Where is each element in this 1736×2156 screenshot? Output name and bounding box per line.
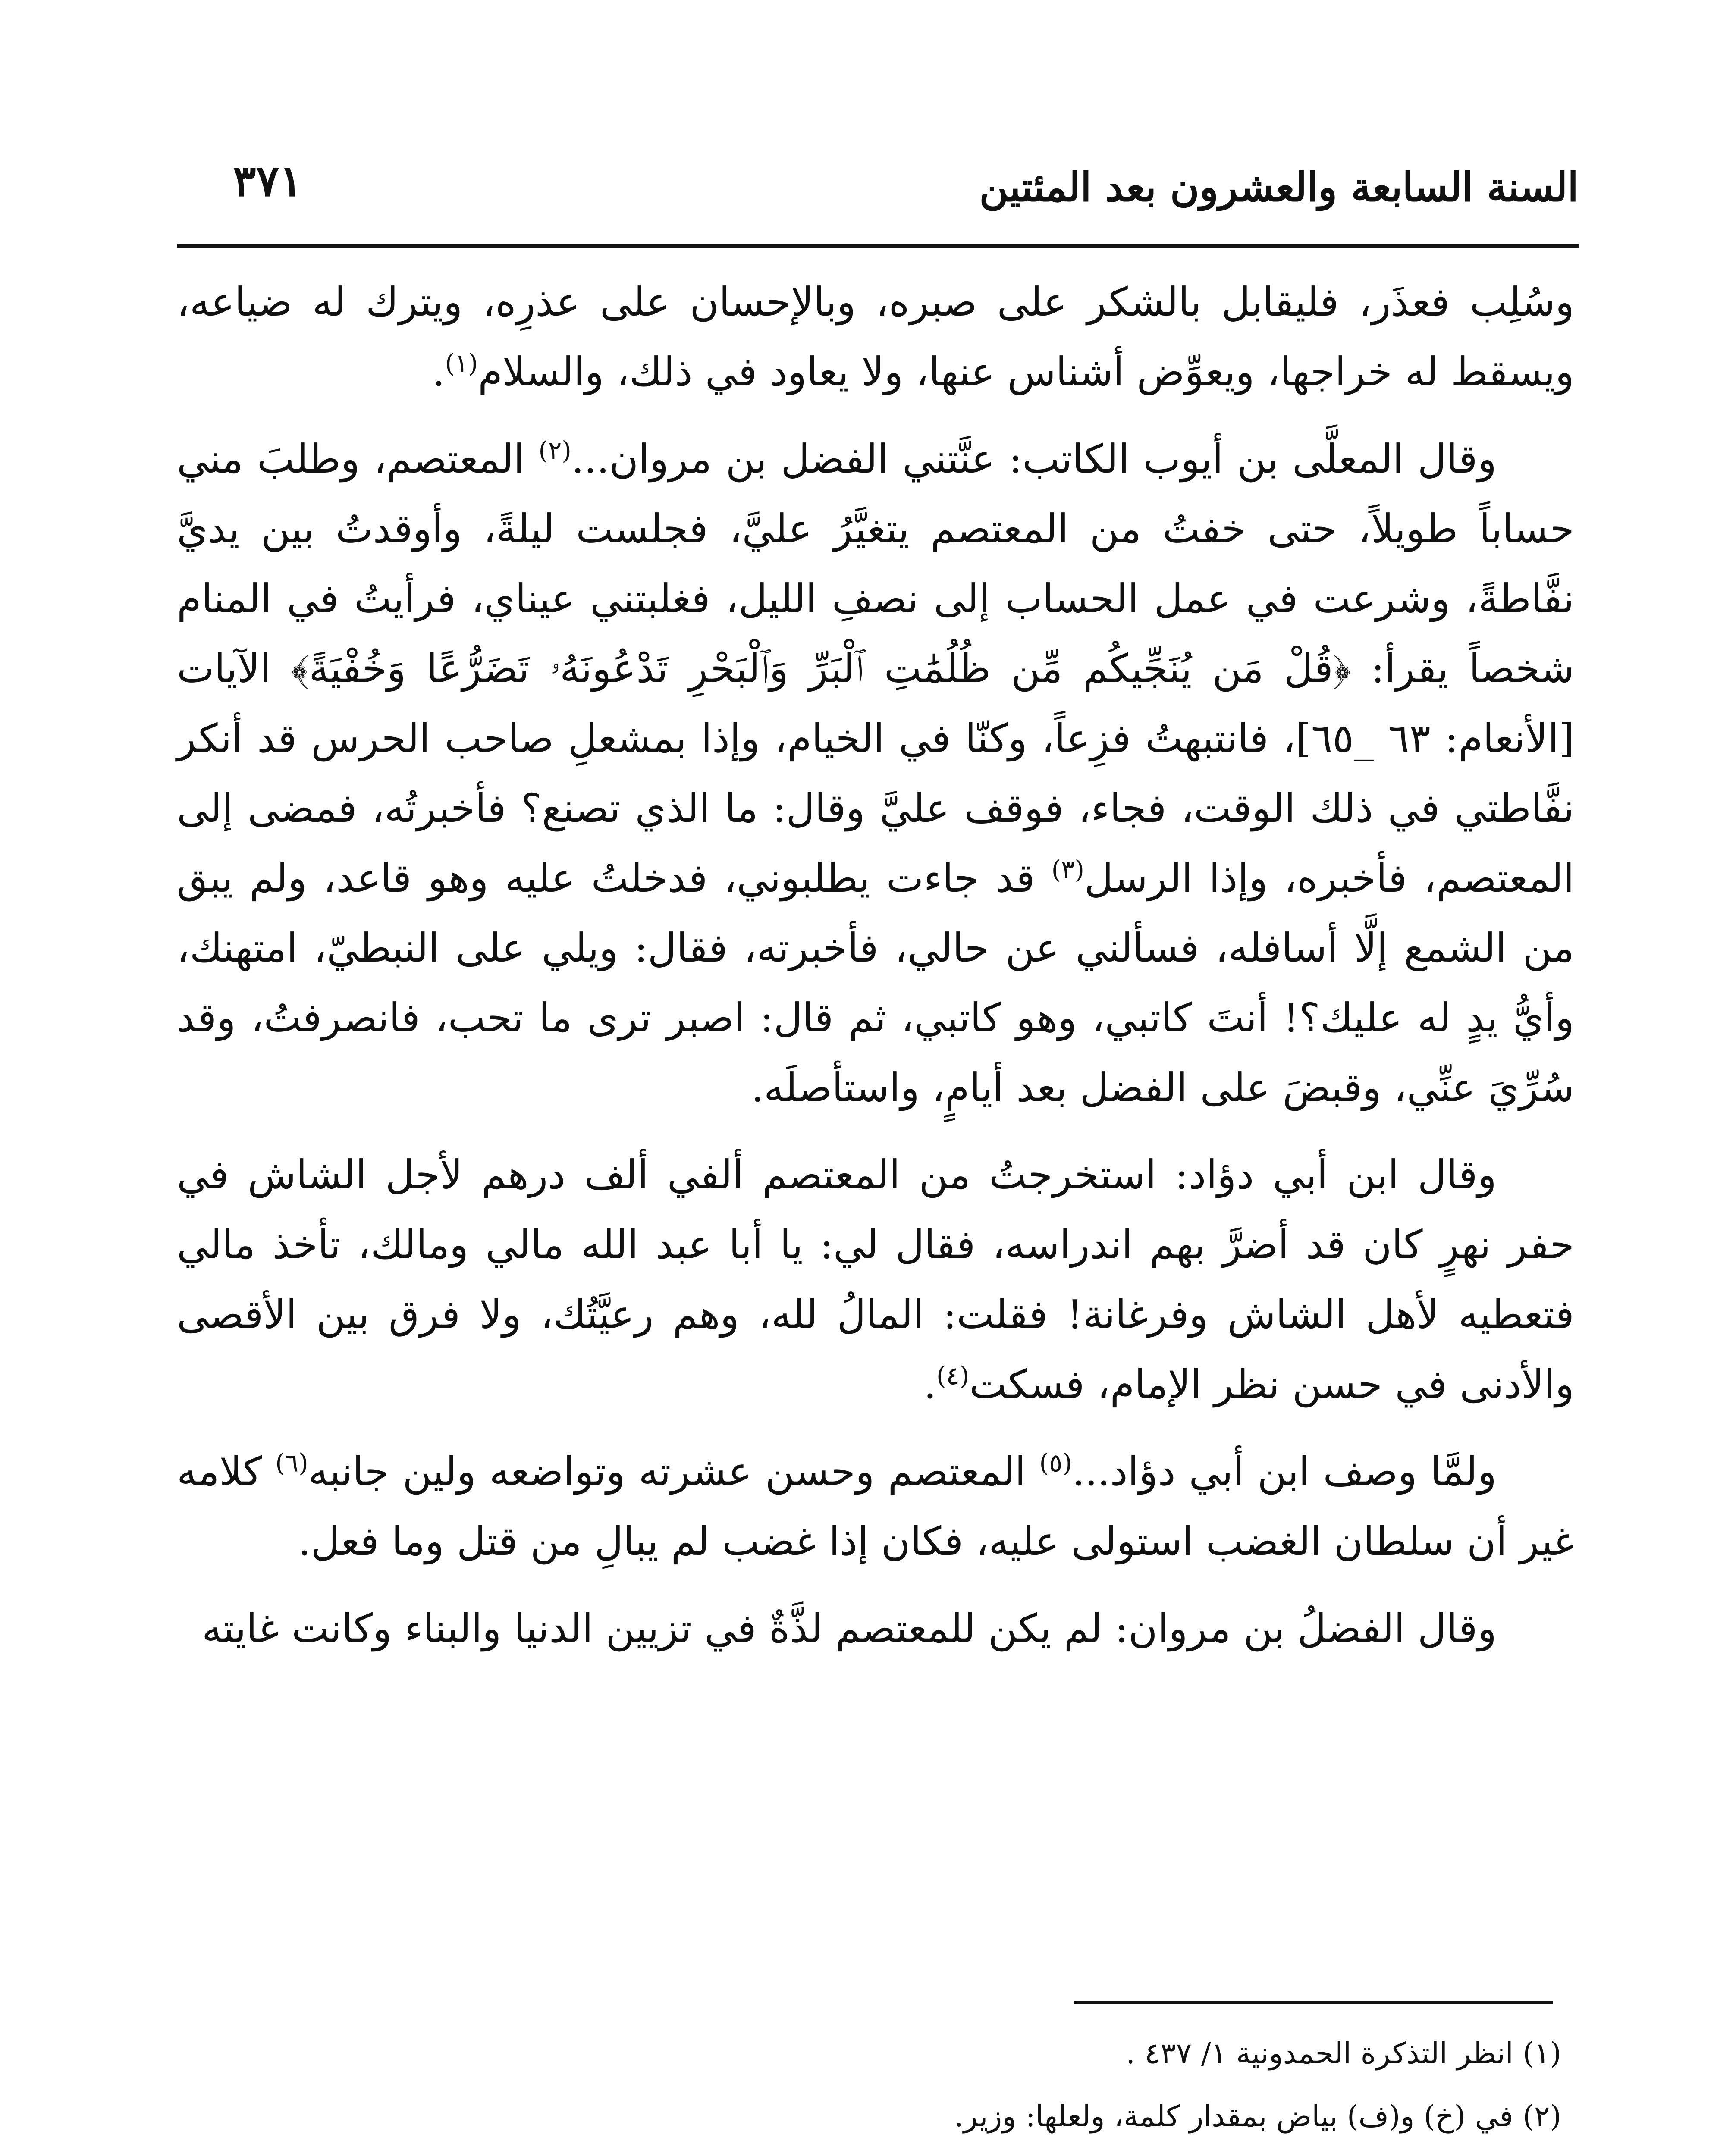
paragraph-text: .: [923, 1361, 936, 1407]
paragraph-text: وقال المعلَّى بن أيوب الكاتب: عنَّتني الفضل بن مروان...: [571, 436, 1497, 482]
paragraph-2: [177, 424, 1574, 1123]
main-text: [177, 267, 1574, 1681]
footnote-1: (١) انظر التذكرة الحمدونية ١/ ٤٣٧ .: [1126, 2037, 1561, 2071]
header-divider: [177, 244, 1579, 248]
paragraph-4: [177, 1437, 1574, 1576]
paragraph-text: المعتصم، وطلبَ مني حساباً طويلاً، حتى خفتُ من المعتصم يتغيَّرُ عليَّ، فجلست ليلةً، وأوقدتُ بين يديَّ نفَّاطةً، وشرعت في عمل الحساب إلى نصفِ الليل، فغلبتني عيناي، فرأيتُ في المنام شخصاً يقرأ:: [177, 436, 1574, 692]
footnote-reference: (٢): [538, 436, 571, 465]
paragraph-text: قد جاءت يطلبوني، فدخلتُ عليه وهو قاعد، ولم يبق من الشمع إلَّا أسافله، فسألني عن حالي، فأخبرته، فقال: ويلي على النبطيّ، امتهنك، وأيُّ يدٍ له عليك؟! أنتَ كاتبي، وهو كاتبي، ثم قال: اصبر ترى ما تحب، فانصرفتُ، وقد سُرِّيَ عنِّي، وقبضَ على الفضل بعد أيامٍ، واستأصلَه.: [177, 855, 1574, 1111]
running-header-title: السنة السابعة والعشرون بعد المئتين: [979, 164, 1579, 210]
paragraph-text: المعتصم وحسن عشرته وتواضعه ولين جانبه: [308, 1448, 1039, 1495]
paragraph-text: كلامه غير أن سلطان الغضب استولى عليه، فكان إذا غضب لم يبالِ من قتل وما فعل.: [177, 1448, 1574, 1564]
paragraph-text: الآيات [الأنعام: ٦٣ _٦٥]، فانتبهتُ فزِعاً، وكنّا في الخيام، وإذا بمشعلِ صاحب الحرس قد أنكر نفَّاطتي في ذلك الوقت، فجاء، فوقف عليَّ وقال: ما الذي تصنع؟ فأخبرتُه، فمضى إلى المعتصم، فأخبره، وإذا الرسل: [177, 646, 1575, 901]
paragraph-5: [177, 1594, 1574, 1664]
paragraph-1: [177, 267, 1574, 407]
footnotes: [177, 2022, 1561, 2156]
paragraph-text: ولمَّا وصف ابن أبي دؤاد...: [1072, 1448, 1497, 1495]
running-header: [177, 142, 1579, 220]
footnote-reference: (٤): [936, 1361, 970, 1391]
footnote-divider: [1074, 2001, 1553, 2004]
paragraph-text: وسُلِب فعذَر، فليقابل بالشكر على صبره، وبالإحسان على عذرِه، ويترك له ضياعه، ويسقط له خراجها، ويعوِّض أشناس عنها، ولا يعاود في ذلك، والسلام: [177, 279, 1574, 395]
footnote-reference: (٣): [1051, 855, 1085, 884]
footnote-reference: (٦): [275, 1448, 308, 1478]
paragraph-text: .: [432, 349, 445, 395]
paragraph-text: وقال ابن أبي دؤاد: استخرجتُ من المعتصم ألفي ألف درهم لأجل الشاش في حفر نهرٍ كان قد أضرَّ بهم اندراسه، فقال لي: يا أبا عبد الله مالي ومالك، تأخذ مالي فتعطيه لأهل الشاش وفرغانة! فقلت: المالُ لله، وهم رعيَّتُك، ولا فرق بين الأقصى والأدنى في حسن نظر الإمام، فسكت: [177, 1152, 1574, 1407]
paragraph-text: وقال الفضلُ بن مروان: لم يكن للمعتصم لذَّةٌ في تزيين الدنيا والبناء وكانت غايته: [202, 1605, 1497, 1651]
footnote-2: (٢) في (خ) و(ف) بياض بمقدار كلمة، ولعلها: وزير.: [954, 2100, 1561, 2134]
footnote-reference: (٥): [1039, 1448, 1072, 1478]
footnote-3: [177, 2148, 1561, 2156]
page-number: ٣٧١: [233, 155, 303, 206]
footnote-reference: (١): [445, 348, 478, 378]
quran-verse: ﴿قُلْ مَن يُنَجِّيكُم مِّن ظُلُمَٰتِ ٱلْبَرِّ وَٱلْبَحْرِ تَدْعُونَهُۥ تَضَرُّعًا وَخُفْيَةً﴾: [291, 646, 1351, 692]
paragraph-3: [177, 1140, 1574, 1420]
